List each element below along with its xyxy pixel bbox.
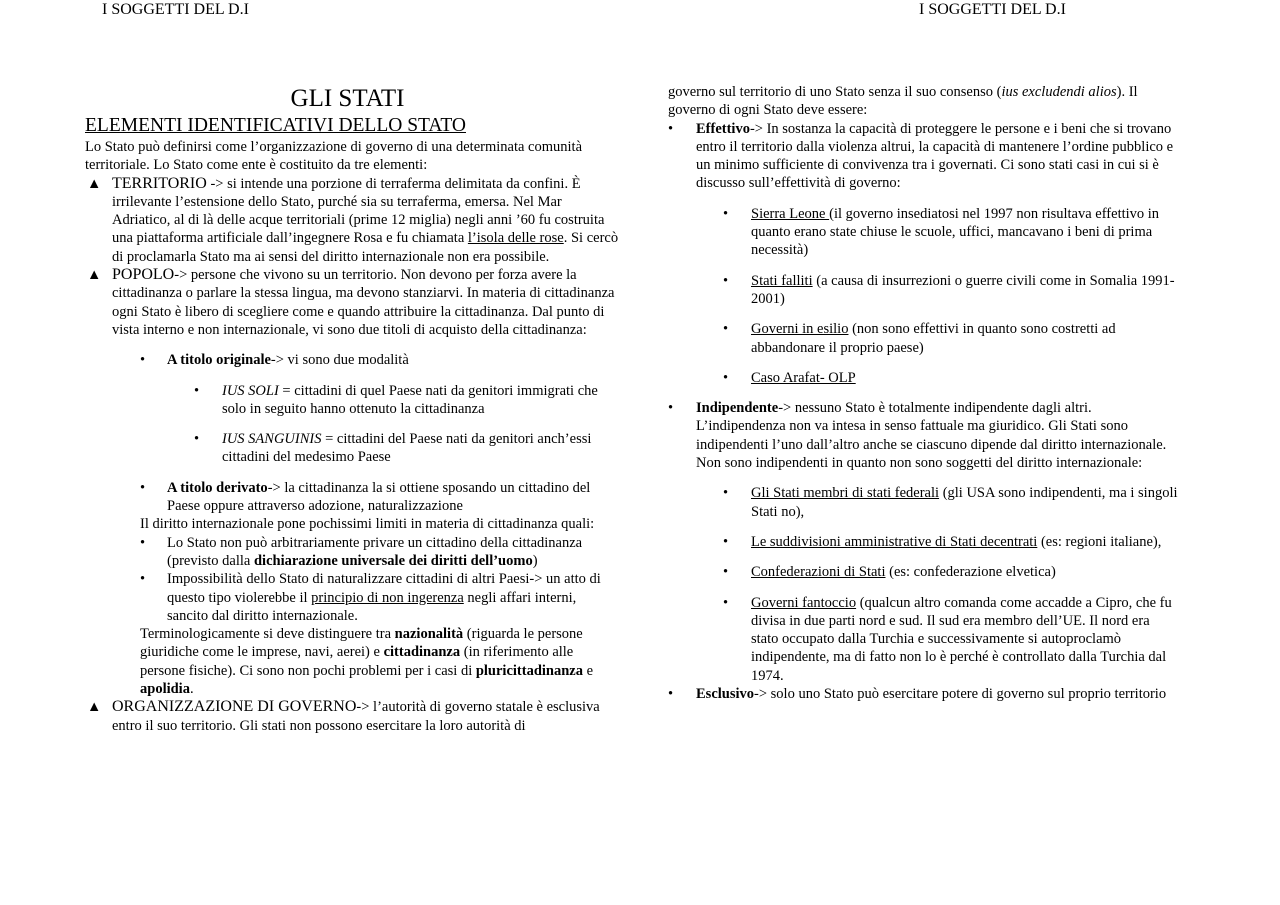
- dot-bullet-icon: •: [668, 400, 674, 417]
- governi-in-esilio-link: Governi in esilio: [751, 321, 849, 338]
- titolo-derivato-label: A titolo derivato: [167, 479, 268, 496]
- left-page: [85, 84, 620, 735]
- list-item-sierra-leone: [668, 205, 1178, 260]
- ius-excludendi-term: ius excludendi alios: [1001, 84, 1117, 100]
- dot-bullet-icon: •: [723, 594, 729, 611]
- suddivisioni-link: Le suddivisioni amministrative di Stati decentrati: [751, 533, 1038, 550]
- terminologia-text: Terminologicamente si deve distinguere tra: [140, 626, 395, 643]
- limite-2-end: negli affari interni, sancito dal diritto internazionale.: [167, 589, 577, 624]
- sierra-leone-link: Sierra Leone: [751, 205, 830, 222]
- list-item-ius-soli: [85, 382, 620, 419]
- stati-falliti-link: Stati falliti: [751, 272, 813, 289]
- limiti-paragraph: Il diritto internazionale pone pochissimi limiti in materia di cittadinanza quali:: [140, 516, 595, 533]
- list-item-suddivisioni: [668, 533, 1178, 551]
- nazionalita-term: nazionalità: [394, 626, 464, 643]
- list-item-stati-federali: [668, 484, 1178, 521]
- page-header-left: I SOGGETTI DEL D.I: [102, 1, 249, 18]
- list-item-effettivo: [668, 120, 1178, 193]
- list-item-organizzazione: [85, 698, 620, 735]
- list-item-confederazioni: [668, 563, 1178, 581]
- organizzazione-text: -> l’autorità di governo statale è esclusiva entro il suo territorio. Gli stati non possono esercitare la loro autorità di: [112, 699, 600, 734]
- dot-bullet-icon: •: [140, 479, 146, 496]
- page-title: GLI STATI: [290, 85, 405, 112]
- stati-federali-link: Gli Stati membri di stati federali: [751, 485, 940, 502]
- list-item-titolo-originale: [85, 351, 620, 369]
- indipendente-label: Indipendente: [696, 400, 779, 417]
- list-item-territorio: [85, 175, 620, 266]
- continuation-text: ). Il governo di ogni Stato deve essere:: [668, 84, 1138, 119]
- esclusivo-label: Esclusivo: [696, 686, 755, 703]
- terminologia-text: (riguarda le persone giuridiche come le imprese, navi, aerei) e: [140, 626, 583, 661]
- dichiarazione-universale-label: dichiarazione universale dei diritti dell’uomo: [253, 552, 533, 569]
- suddivisioni-text: (es: regioni italiane),: [1037, 533, 1162, 550]
- triangle-bullet-icon: ▲: [87, 175, 102, 192]
- dot-bullet-icon: •: [723, 272, 729, 289]
- pluricittadinanza-term: pluricittadinanza: [475, 662, 583, 679]
- confederazioni-text: (es: confederazione elvetica): [885, 564, 1056, 581]
- dot-bullet-icon: •: [140, 352, 146, 369]
- sierra-leone-text: (il governo insediatosi nel 1997 non risultava effettivo in quanto erano state chiuse le scuole, uffici, mancavano i beni di prima necessità): [751, 205, 1160, 259]
- terminologia-paragraph: [85, 625, 620, 698]
- governi-fantoccio-text: (qualcun altro comanda come accadde a Cipro, che fu divisa in due parti nord e sud. Il sud era membro dell’UE. Il nord era stato occupato dalla Turchia e successivamente si autoproclamò indipendente, ma di fatto non lo è perché è controllato dalla Turchia dal 1974.: [751, 594, 1172, 684]
- triangle-bullet-icon: ▲: [87, 267, 102, 284]
- right-page: [668, 83, 1178, 703]
- ius-sanguinis-term: IUS SANGUINIS: [222, 431, 322, 448]
- list-item-ius-sanguinis: [85, 430, 620, 467]
- titolo-derivato-text: -> la cittadinanza la si ottiene sposando un cittadino del Paese oppure attraverso adozione, naturalizzazione: [167, 479, 591, 515]
- terminologia-text: e: [583, 662, 594, 679]
- list-item-governi-in-esilio: [668, 320, 1178, 357]
- territorio-text-end: . Si cercò di proclamarla Stato ma ai sensi del diritto internazionale non era possibile.: [112, 230, 619, 265]
- confederazioni-link: Confederazioni di Stati: [751, 564, 886, 581]
- terminologia-text: .: [189, 681, 194, 698]
- list-item-limite-2: [85, 570, 620, 625]
- popolo-text: -> persone che vivono su un territorio. Non devono per forza avere la cittadinanza o parlare la stessa lingua, ma devono stanziarvi. In materia di cittadinanza ogni Stato è libero di scegliere come e quando attribuire la cittadinanza. Dal punto di vista interno e non internazionale, vi sono due titoli di acquisto della cittadinanza:: [112, 267, 615, 338]
- dot-bullet-icon: •: [140, 534, 146, 551]
- dot-bullet-icon: •: [194, 431, 200, 448]
- dot-bullet-icon: •: [723, 369, 729, 386]
- dot-bullet-icon: •: [723, 564, 729, 581]
- terminologia-text: (in riferimento alle persone fisiche). Ci sono non pochi problemi per i casi di: [140, 644, 574, 679]
- dot-bullet-icon: •: [723, 205, 729, 222]
- stati-federali-text: (gli USA sono indipendenti, ma i singoli Stati no),: [751, 485, 1178, 520]
- stati-falliti-text: (a causa di insurrezioni o guerre civili come in Somalia 1991-2001): [751, 272, 1175, 307]
- titolo-originale-text: -> vi sono due modalità: [270, 352, 409, 369]
- ius-soli-term: IUS SOLI: [222, 382, 279, 399]
- list-item-caso-arafat: [668, 369, 1178, 387]
- effettivo-label: Effettivo: [696, 120, 750, 137]
- dot-bullet-icon: •: [668, 686, 674, 703]
- list-item-governi-fantoccio: [668, 594, 1178, 685]
- dot-bullet-icon: •: [194, 382, 200, 399]
- list-item-limite-1: [85, 534, 620, 571]
- dot-bullet-icon: •: [723, 485, 729, 502]
- dot-bullet-icon: •: [140, 571, 146, 588]
- governi-fantoccio-link: Governi fantoccio: [751, 594, 857, 611]
- territorio-heading: TERRITORIO: [112, 174, 207, 192]
- dot-bullet-icon: •: [723, 321, 729, 338]
- limite-2-text: Impossibilità dello Stato di naturalizzare cittadini di altri Paesi-> un atto di questo tipo violerebbe il: [167, 571, 601, 606]
- page-header-right: I SOGGETTI DEL D.I: [919, 1, 1066, 18]
- popolo-heading: POPOLO: [112, 266, 175, 284]
- section-subtitle: ELEMENTI IDENTIFICATIVI DELLO STATO: [85, 115, 466, 136]
- intro-paragraph: Lo Stato può definirsi come l’organizzazione di governo di una determinata comunità territoriale. Lo Stato come ente è costituito da tre elementi:: [85, 139, 583, 174]
- governi-in-esilio-text: (non sono effettivi in quanto sono costretti ad abbandonare il proprio paese): [751, 321, 1116, 356]
- list-item-titolo-derivato: [85, 479, 620, 516]
- list-item-indipendente: [668, 399, 1178, 472]
- cittadinanza-term: cittadinanza: [383, 644, 461, 661]
- continuation-text: governo sul territorio di uno Stato senza il suo consenso (: [668, 84, 1002, 100]
- caso-arafat-link: Caso Arafat- OLP: [751, 369, 856, 386]
- ius-soli-text: = cittadini di quel Paese nati da genitori immigrati che solo in seguito hanno ottenuto la cittadinanza: [222, 382, 598, 417]
- list-item-popolo: [85, 266, 620, 339]
- continuation-paragraph: [668, 83, 1178, 120]
- dot-bullet-icon: •: [723, 533, 729, 550]
- list-item-stati-falliti: [668, 272, 1178, 309]
- effettivo-text: -> In sostanza la capacità di proteggere le persone e i beni che si trovano entro il territorio dalla violenza altrui, la capacità di mantenere l’ordine pubblico e un minimo sufficiente di convivenza tra i governati. Ci sono stati casi in cui si è discusso sull’effettività di governo:: [696, 120, 1174, 192]
- territorio-text: -> si intende una porzione di terraferma delimitata da confini. È irrilevante l’estensione dello Stato, purché sia su terraferma, emersa. Nel Mar Adriatico, al di là delle acque territoriali (prime 12 miglia) negli anni ’60 fu costruita una piattaforma artificiale dall’ingegnere Rosa e fu chiamata: [112, 175, 605, 247]
- indipendente-text: -> nessuno Stato è totalmente indipendente dagli altri. L’indipendenza non va intesa in senso fattuale ma giuridico. Gli Stati sono indipendenti l’uno dall’altro anche se ciascuno dipende dal diritto internazionale. Non sono indipendenti in quanto non sono soggetti del diritto internazionale:: [696, 400, 1167, 472]
- titolo-originale-label: A titolo originale: [167, 352, 271, 369]
- organizzazione-heading: ORGANIZZAZIONE DI GOVERNO: [112, 698, 357, 716]
- list-item-esclusivo: [668, 685, 1178, 703]
- ius-sanguinis-text: = cittadini del Paese nati da genitori anch’essi cittadini del medesimo Paese: [222, 431, 592, 466]
- dot-bullet-icon: •: [668, 120, 674, 137]
- esclusivo-text: -> solo uno Stato può esercitare potere di governo sul proprio territorio: [754, 686, 1167, 703]
- limite-1-end: ): [532, 552, 538, 569]
- isola-delle-rose-link: l’isola delle rose: [467, 230, 564, 247]
- apolidia-term: apolidia: [140, 681, 190, 698]
- triangle-bullet-icon: ▲: [87, 699, 102, 716]
- non-ingerenza-link: principio di non ingerenza: [311, 589, 464, 606]
- limite-1-text: Lo Stato non può arbitrariamente privare un cittadino della cittadinanza (previsto dalla: [167, 534, 583, 569]
